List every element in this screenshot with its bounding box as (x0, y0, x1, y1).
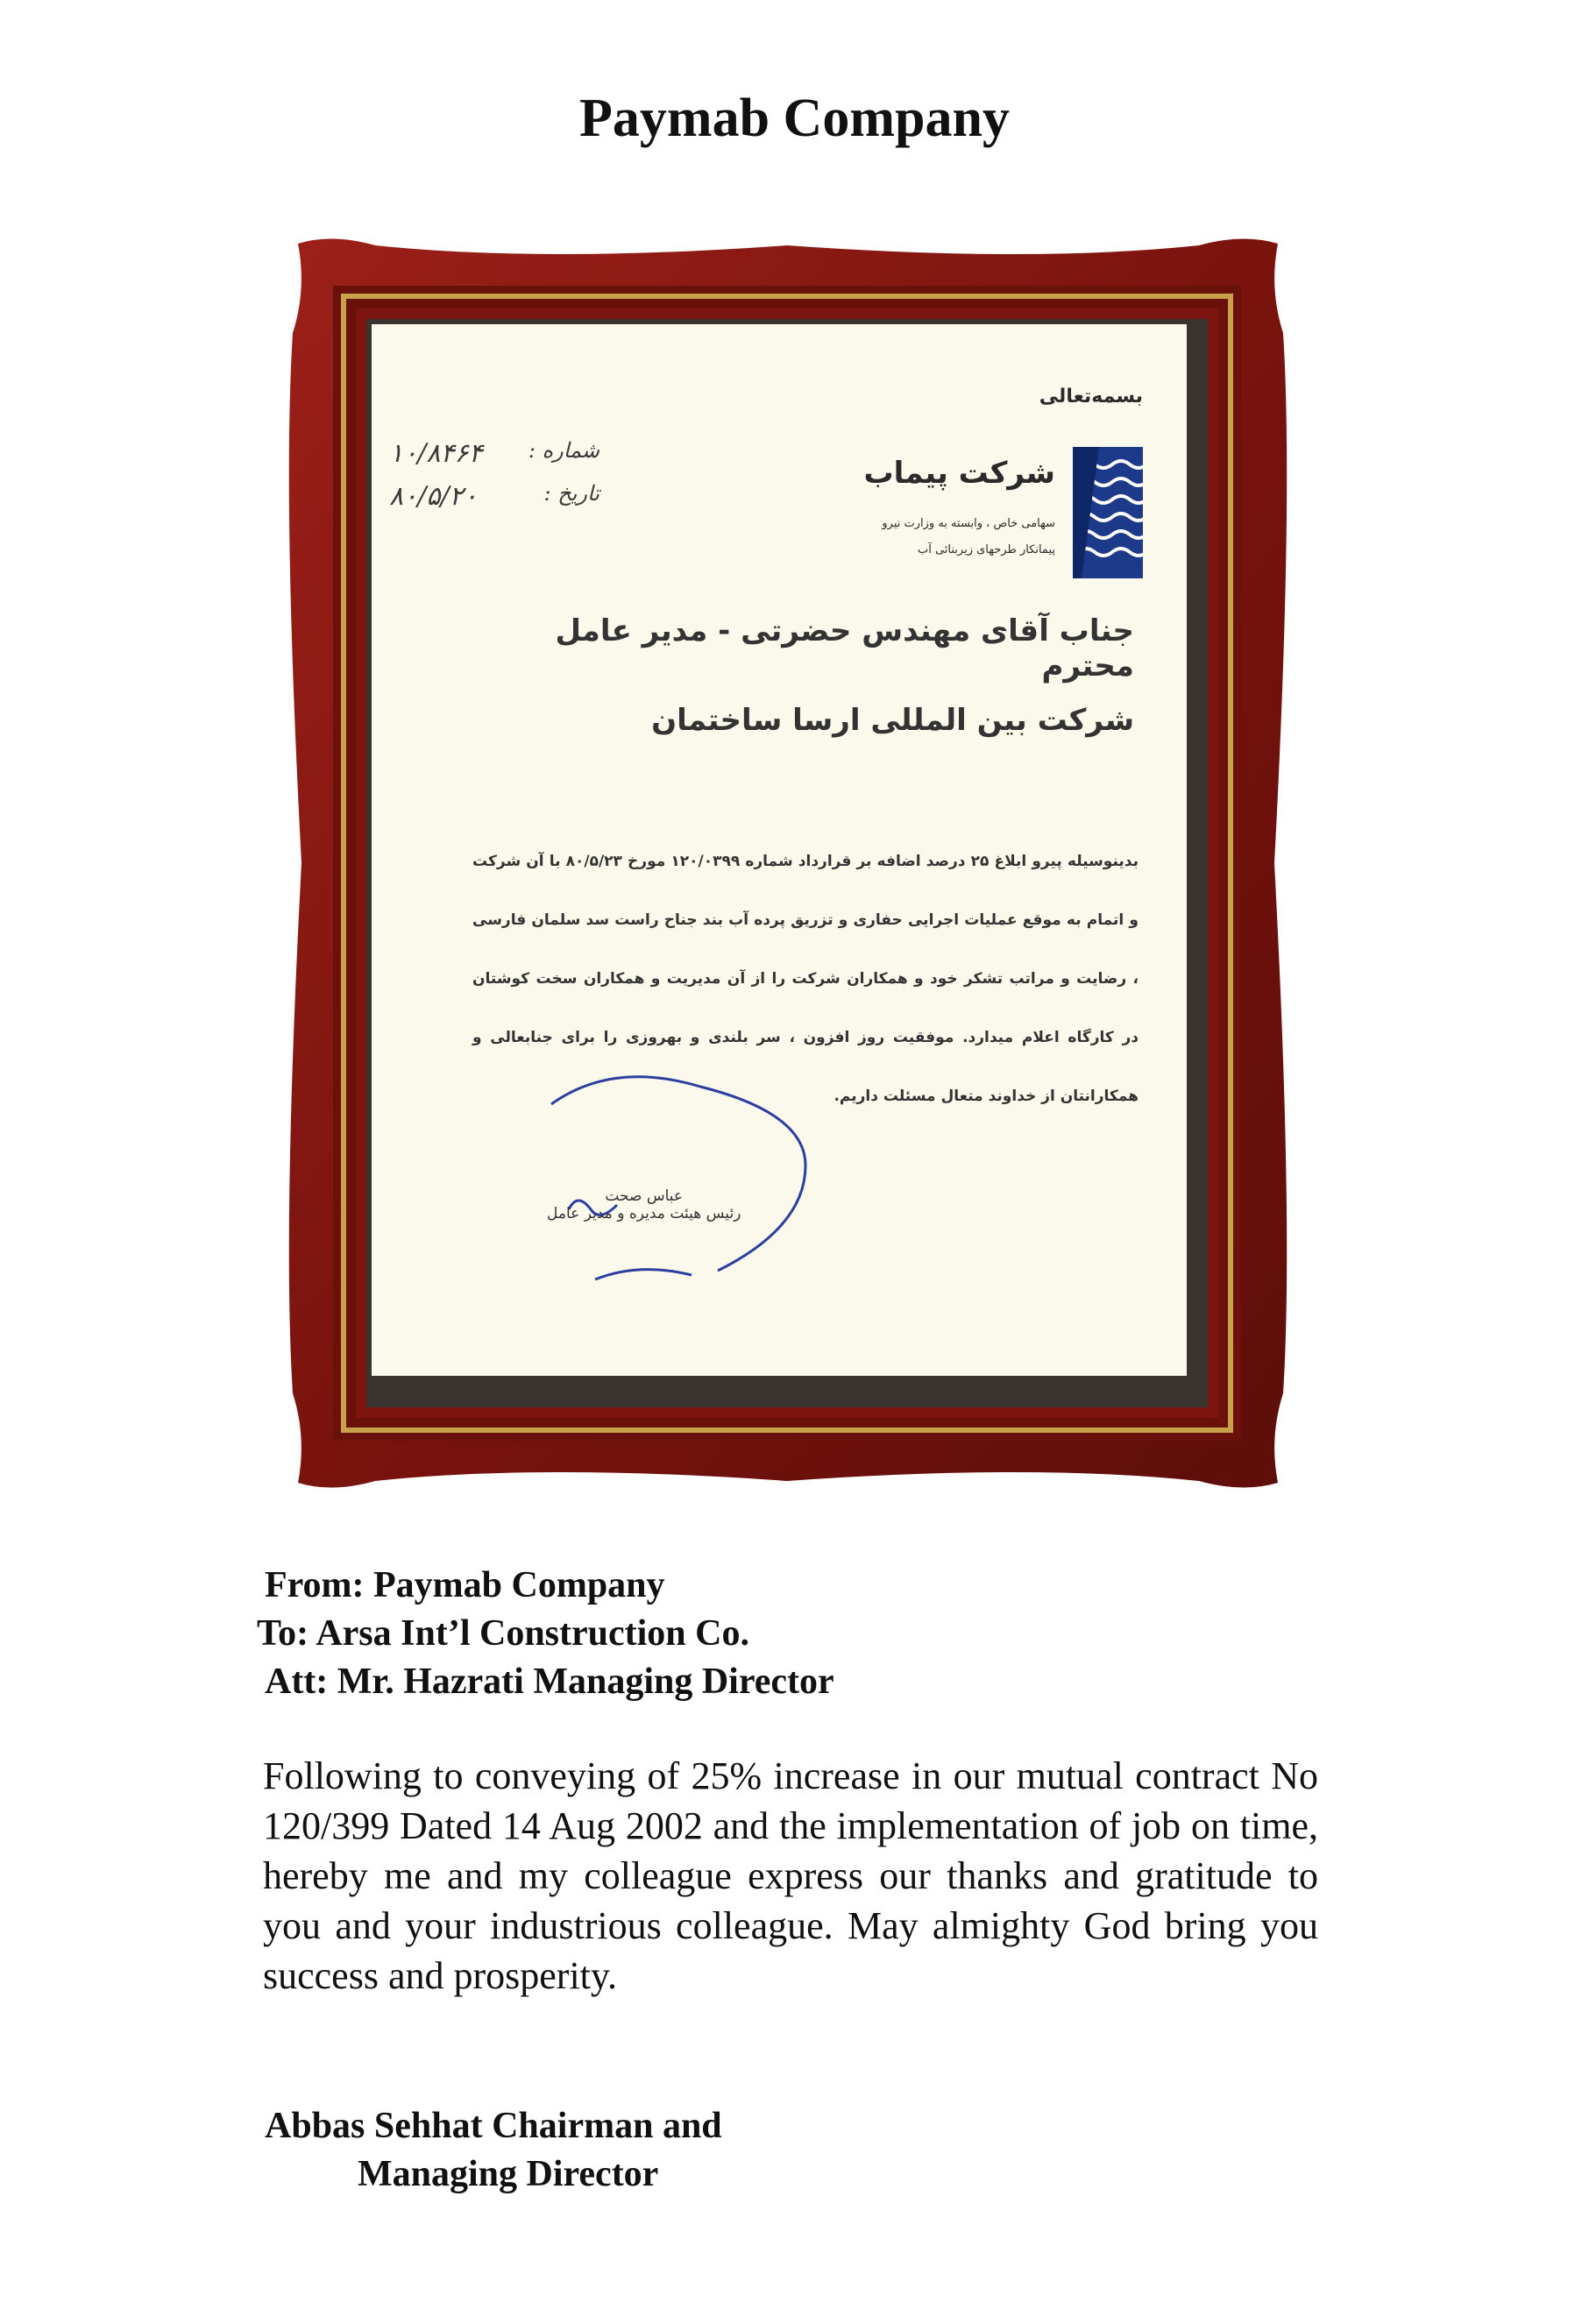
att-line: Att: Mr. Hazrati Managing Director (265, 1662, 834, 1702)
handwritten-signature (543, 1069, 858, 1297)
persian-signer (547, 1187, 741, 1222)
letter-body: Following to conveying of 25% increase in our mutual contract No 120/399 Dated 14 Aug 2002 and the implementation of job on time, hereby me and my colleague express our thanks and gratitude to you and your industrious colleague. May almighty God bring you success and prosperity. (263, 1754, 1318, 1997)
logo-name: شرکت پیماب (863, 456, 1055, 491)
greeting-line-1: جناب آقای مهندس حضرتی - مدیر عامل محترم (555, 613, 1134, 684)
letter-date: ۸۰/۵/۲۰ (389, 481, 478, 512)
letter-greeting (521, 613, 1134, 757)
date-label: تاریخ : (543, 481, 599, 506)
page-title: Paymab Company (579, 89, 1010, 148)
reference-block (389, 438, 599, 524)
persian-letter (372, 324, 1187, 1376)
signature-line-2: Managing Director (358, 2154, 659, 2194)
to-line: To: Arsa Int’l Construction Co. (257, 1613, 749, 1654)
logo-subtitle-2: پیمانکار طرحهای زیربنائی آب (917, 543, 1055, 556)
greeting-line-2: شرکت بین المللی ارسا ساختمان (651, 703, 1134, 738)
persian-body: بدینوسیله پیرو ابلاغ ۲۵ درصد اضافه بر قرارداد شماره ۱۲۰/۰۳۹۹ مورخ ۸۰/۵/۲۳ با آن شرکت و اتمام به موقع عملیات اجرایی حفاری و تزریق پرده آب بند جناح راست سد سلمان فارسی ، رضایت و مراتب تشکر خود و همکاران شرکت را از آن مدیریت و همکاران سخت کوشتان در کارگاه اعلام میدارد. موفقیت روز افزون ، سر بلندی و بهروزی را برای جنابعالی و همکارانتان از خداوند متعال مسئلت داریم. (472, 853, 1139, 1105)
number-label: شماره : (528, 438, 599, 463)
waves-icon (1073, 447, 1143, 578)
from-line: From: Paymab Company (265, 1565, 665, 1605)
letter-number: ۱۰/۸۴۶۴ (389, 438, 483, 469)
signer-title: رئیس هیئت مدیره و مدیر عامل (547, 1205, 741, 1222)
logo-subtitle-1: سهامی خاص ، وابسته به وزارت نیرو (882, 517, 1055, 530)
framed-certificate (279, 237, 1295, 1490)
basmala-text: بسمه‌تعالی (1039, 386, 1143, 407)
signature-line-1: Abbas Sehhat Chairman and (265, 2106, 722, 2146)
signer-name: عباس صحت (605, 1187, 684, 1205)
company-logo (854, 447, 1143, 596)
